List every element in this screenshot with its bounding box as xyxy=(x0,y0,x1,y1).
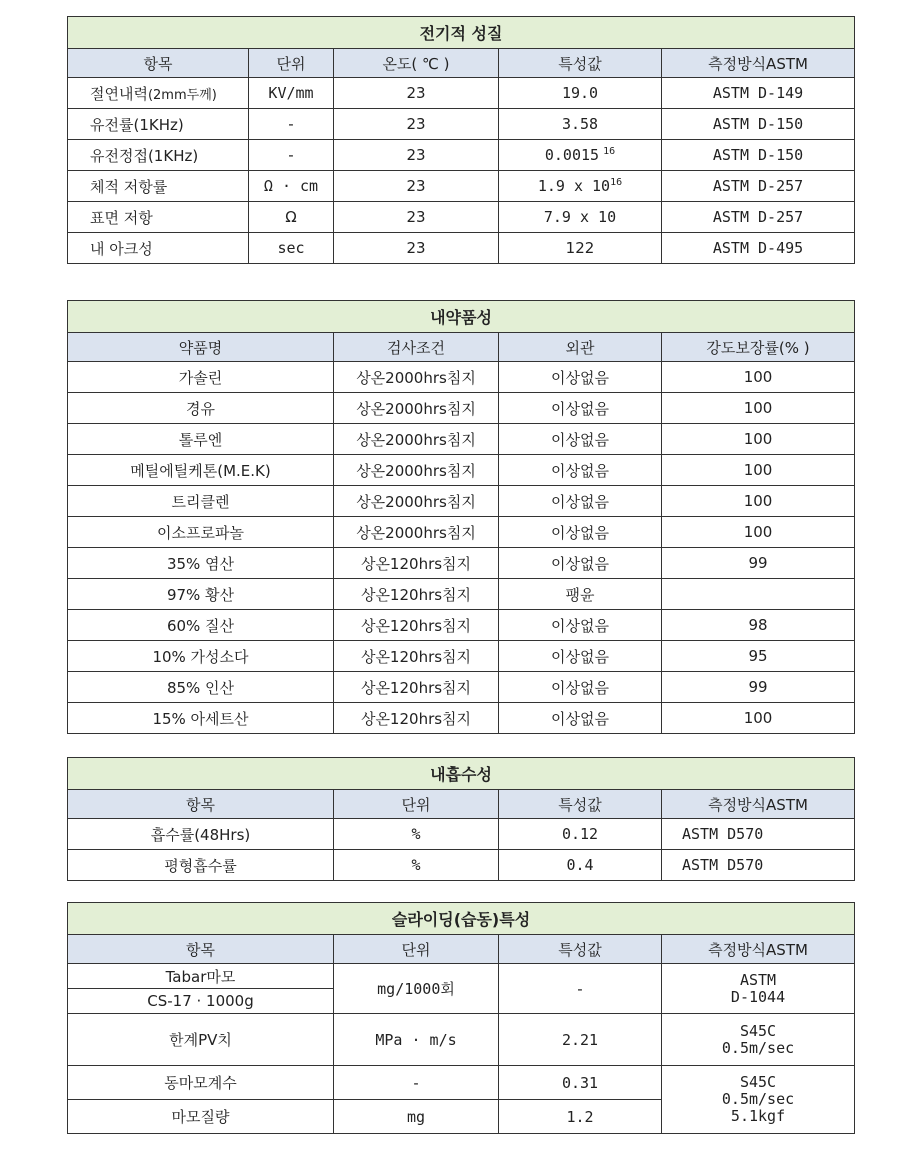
table-row xyxy=(68,78,855,109)
strength-cell: 100 xyxy=(662,393,855,424)
unit-cell: % xyxy=(334,850,499,881)
method-cell: ASTM D-149 xyxy=(662,78,855,109)
method-cell: ASTM D-257 xyxy=(662,171,855,202)
absorption-title: 내흡수성 xyxy=(68,758,855,790)
temp-cell: 23 xyxy=(334,202,499,233)
unit-cell: Ω xyxy=(249,202,334,233)
item-cell: 흡수률(48Hrs) xyxy=(68,819,334,850)
condition-cell: 상온2000hrs침지 xyxy=(334,517,499,548)
strength-cell: 98 xyxy=(662,610,855,641)
temp-cell: 23 xyxy=(334,78,499,109)
strength-cell: 100 xyxy=(662,703,855,734)
condition-cell: 상온120hrs침지 xyxy=(334,579,499,610)
appearance-cell: 이상없음 xyxy=(499,548,662,579)
electrical-properties-table xyxy=(67,16,855,264)
chemical-name-cell: 메틸에틸케톤(M.E.K) xyxy=(68,455,334,486)
value-cell: - xyxy=(499,964,662,1014)
temp-cell: 23 xyxy=(334,233,499,264)
sliding-properties-table xyxy=(67,902,855,1134)
table-row xyxy=(68,393,855,424)
strength-cell: 95 xyxy=(662,641,855,672)
condition-cell: 상온2000hrs침지 xyxy=(334,486,499,517)
appearance-cell: 이상없음 xyxy=(499,455,662,486)
item-cell: Tabar마모 xyxy=(68,964,334,989)
unit-cell: sec xyxy=(249,233,334,264)
method-cell: ASTM D-150 xyxy=(662,109,855,140)
method-cell: ASTM D-1044 xyxy=(662,964,855,1014)
appearance-cell: 이상없음 xyxy=(499,362,662,393)
table-row xyxy=(68,486,855,517)
strength-cell xyxy=(662,579,855,610)
unit-cell: KV/mm xyxy=(249,78,334,109)
table-row xyxy=(68,233,855,264)
strength-cell: 100 xyxy=(662,455,855,486)
table-row xyxy=(68,109,855,140)
chemical-name-cell: 35% 염산 xyxy=(68,548,334,579)
value-cell: 1.2 xyxy=(499,1100,662,1134)
chemical-name-cell: 가솔린 xyxy=(68,362,334,393)
water-absorption-table xyxy=(67,757,855,881)
condition-cell: 상온120hrs침지 xyxy=(334,672,499,703)
unit-cell: MPa · m/s xyxy=(334,1014,499,1066)
appearance-cell: 이상없음 xyxy=(499,641,662,672)
chemical-name-cell: 트리클렌 xyxy=(68,486,334,517)
value-cell: 0.0015 $^{16}$ xyxy=(499,140,662,171)
header-method: 측정방식ASTM xyxy=(662,49,855,78)
header-strength: 강도보장률(% ) xyxy=(662,333,855,362)
table-row xyxy=(68,672,855,703)
item-cell: 마모질량 xyxy=(68,1100,334,1134)
appearance-cell: 이상없음 xyxy=(499,393,662,424)
item-cell: 체적 저항률 xyxy=(68,171,249,202)
chemical-name-cell: 15% 아세트산 xyxy=(68,703,334,734)
unit-cell: mg xyxy=(334,1100,499,1134)
item-cell: 한계PV치 xyxy=(68,1014,334,1066)
value-cell: 1.9 x $10^{16}$ xyxy=(499,171,662,202)
temp-cell: 23 xyxy=(334,171,499,202)
chemical-name-cell: 톨루엔 xyxy=(68,424,334,455)
method-cell: S45C 0.5m/sec xyxy=(662,1014,855,1066)
table-row xyxy=(68,1014,855,1066)
method-cell: ASTM D-257 xyxy=(662,202,855,233)
chemical-name-cell: 10% 가성소다 xyxy=(68,641,334,672)
header-temp: 온도( ℃ ) xyxy=(334,49,499,78)
table-row xyxy=(68,424,855,455)
header-condition: 검사조건 xyxy=(334,333,499,362)
header-item: 항목 xyxy=(68,790,334,819)
condition-cell: 상온2000hrs침지 xyxy=(334,362,499,393)
appearance-cell: 이상없음 xyxy=(499,672,662,703)
strength-cell: 100 xyxy=(662,362,855,393)
header-method: 측정방식ASTM xyxy=(662,790,855,819)
item-cell: 평형흡수률 xyxy=(68,850,334,881)
unit-cell: mg/1000회 xyxy=(334,964,499,1014)
method-cell: S45C 0.5m/sec 5.1kgf xyxy=(662,1066,855,1134)
method-cell: ASTM D-495 xyxy=(662,233,855,264)
strength-cell: 99 xyxy=(662,672,855,703)
table-row xyxy=(68,362,855,393)
item-cell: CS-17 · 1000g xyxy=(68,989,334,1014)
chemical-title: 내약품성 xyxy=(68,301,855,333)
table-row xyxy=(68,548,855,579)
table-row xyxy=(68,850,855,881)
value-cell: 0.31 xyxy=(499,1066,662,1100)
chemical-header-row xyxy=(68,333,855,362)
unit-cell: - xyxy=(249,109,334,140)
chemical-resistance-table xyxy=(67,300,855,734)
table-row xyxy=(68,964,855,989)
value-cell: 0.4 xyxy=(499,850,662,881)
electrical-title: 전기적 성질 xyxy=(68,17,855,49)
table-row xyxy=(68,517,855,548)
table-row xyxy=(68,579,855,610)
strength-cell: 99 xyxy=(662,548,855,579)
chemical-name-cell: 경유 xyxy=(68,393,334,424)
item-cell: 유전률(1KHz) xyxy=(68,109,249,140)
item-cell: 유전정접(1KHz) xyxy=(68,140,249,171)
table-row xyxy=(68,1066,855,1100)
item-cell: 내 아크성 xyxy=(68,233,249,264)
unit-cell: Ω · cm xyxy=(249,171,334,202)
appearance-cell: 이상없음 xyxy=(499,517,662,548)
table-row xyxy=(68,703,855,734)
table-row xyxy=(68,610,855,641)
appearance-cell: 이상없음 xyxy=(499,424,662,455)
header-unit: 단위 xyxy=(249,49,334,78)
sliding-header-row xyxy=(68,935,855,964)
header-value: 특성값 xyxy=(499,49,662,78)
chemical-name-cell: 60% 질산 xyxy=(68,610,334,641)
method-cell: ASTM D570 xyxy=(662,819,855,850)
absorption-header-row xyxy=(68,790,855,819)
table-row xyxy=(68,202,855,233)
electrical-header-row xyxy=(68,49,855,78)
value-cell: 3.58 xyxy=(499,109,662,140)
temp-cell: 23 xyxy=(334,109,499,140)
sliding-title: 슬라이딩(습동)특성 xyxy=(68,903,855,935)
unit-cell: - xyxy=(334,1066,499,1100)
chemical-name-cell: 97% 황산 xyxy=(68,579,334,610)
method-cell: ASTM D-150 xyxy=(662,140,855,171)
condition-cell: 상온120hrs침지 xyxy=(334,641,499,672)
appearance-cell: 이상없음 xyxy=(499,610,662,641)
item-cell: 동마모계수 xyxy=(68,1066,334,1100)
header-item: 항목 xyxy=(68,49,249,78)
strength-cell: 100 xyxy=(662,424,855,455)
condition-cell: 상온2000hrs침지 xyxy=(334,455,499,486)
unit-cell: % xyxy=(334,819,499,850)
table-row xyxy=(68,171,855,202)
value-cell: 7.9 x 10 xyxy=(499,202,662,233)
appearance-cell: 팽윤 xyxy=(499,579,662,610)
strength-cell: 100 xyxy=(662,517,855,548)
header-unit: 단위 xyxy=(334,790,499,819)
item-cell: 절연내력(2mm두께) xyxy=(68,78,249,109)
appearance-cell: 이상없음 xyxy=(499,486,662,517)
header-method: 측정방식ASTM xyxy=(662,935,855,964)
temp-cell: 23 xyxy=(334,140,499,171)
strength-cell: 100 xyxy=(662,486,855,517)
method-cell: ASTM D570 xyxy=(662,850,855,881)
value-cell: 2.21 xyxy=(499,1014,662,1066)
header-appearance: 외관 xyxy=(499,333,662,362)
table-row xyxy=(68,140,855,171)
chemical-name-cell: 85% 인산 xyxy=(68,672,334,703)
chemical-name-cell: 이소프로파놀 xyxy=(68,517,334,548)
table-row xyxy=(68,455,855,486)
header-value: 특성값 xyxy=(499,790,662,819)
appearance-cell: 이상없음 xyxy=(499,703,662,734)
header-value: 특성값 xyxy=(499,935,662,964)
unit-cell: - xyxy=(249,140,334,171)
header-item: 항목 xyxy=(68,935,334,964)
value-cell: 122 xyxy=(499,233,662,264)
condition-cell: 상온2000hrs침지 xyxy=(334,393,499,424)
condition-cell: 상온120hrs침지 xyxy=(334,548,499,579)
header-unit: 단위 xyxy=(334,935,499,964)
table-row xyxy=(68,641,855,672)
condition-cell: 상온120hrs침지 xyxy=(334,610,499,641)
condition-cell: 상온2000hrs침지 xyxy=(334,424,499,455)
value-cell: 19.0 xyxy=(499,78,662,109)
value-cell: 0.12 xyxy=(499,819,662,850)
table-row xyxy=(68,819,855,850)
condition-cell: 상온120hrs침지 xyxy=(334,703,499,734)
item-cell: 표면 저항 xyxy=(68,202,249,233)
header-name: 약품명 xyxy=(68,333,334,362)
